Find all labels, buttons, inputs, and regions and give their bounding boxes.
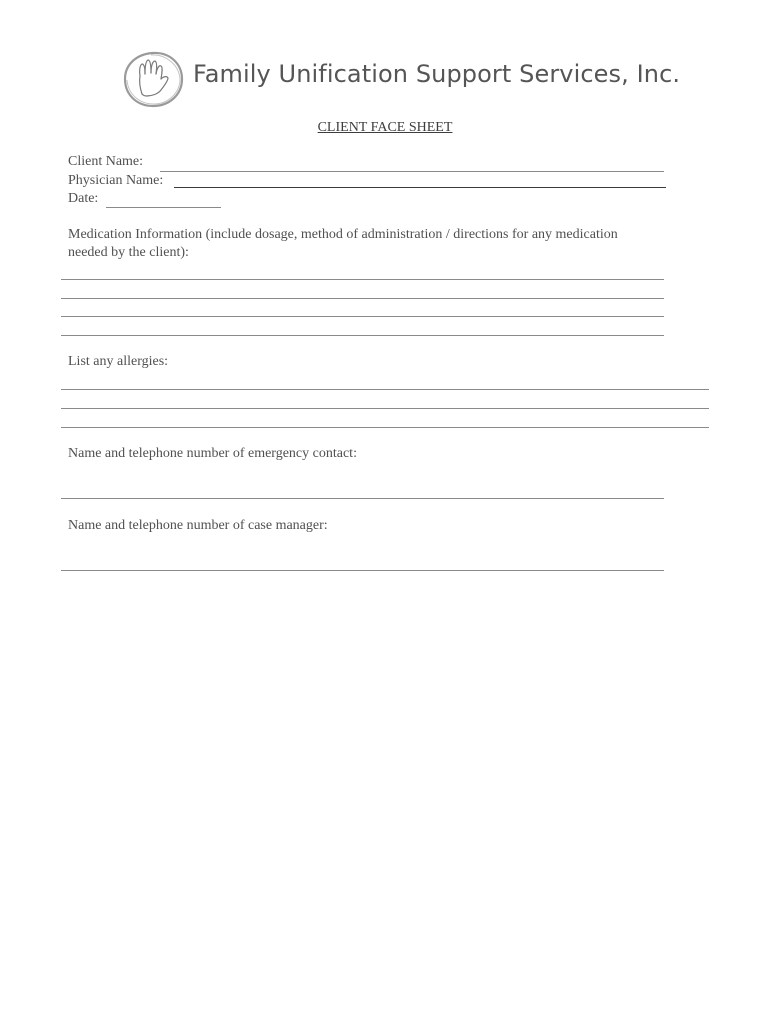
case-manager-label: Name and telephone number of case manager:: [68, 518, 328, 533]
emergency-contact-field[interactable]: [61, 498, 664, 499]
date-label: Date:: [68, 191, 99, 206]
medication-label: Medication Information (include dosage, method of administration / directions for any medication: [68, 227, 618, 242]
client-name-label: Client Name:: [68, 154, 144, 169]
physician-name-field[interactable]: [174, 187, 666, 188]
allergies-line[interactable]: [61, 427, 709, 428]
allergies-line[interactable]: [61, 408, 709, 409]
medication-line[interactable]: [61, 335, 664, 336]
case-manager-field[interactable]: [61, 570, 664, 571]
allergies-label: List any allergies:: [68, 354, 169, 369]
medication-line[interactable]: [61, 316, 664, 317]
form-title: CLIENT FACE SHEET: [317, 120, 453, 135]
medication-label-continued: needed by the client):: [68, 245, 189, 260]
allergies-line[interactable]: [61, 389, 709, 390]
hand-in-circle-icon: [118, 48, 188, 110]
emergency-contact-label: Name and telephone number of emergency contact:: [68, 446, 357, 461]
medication-line[interactable]: [61, 298, 664, 299]
client-name-field[interactable]: [160, 171, 664, 172]
organization-name: Family Unification Support Services, Inc.: [193, 60, 681, 88]
medication-line[interactable]: [61, 279, 664, 280]
date-field[interactable]: [106, 207, 221, 208]
physician-name-label: Physician Name:: [68, 173, 164, 188]
